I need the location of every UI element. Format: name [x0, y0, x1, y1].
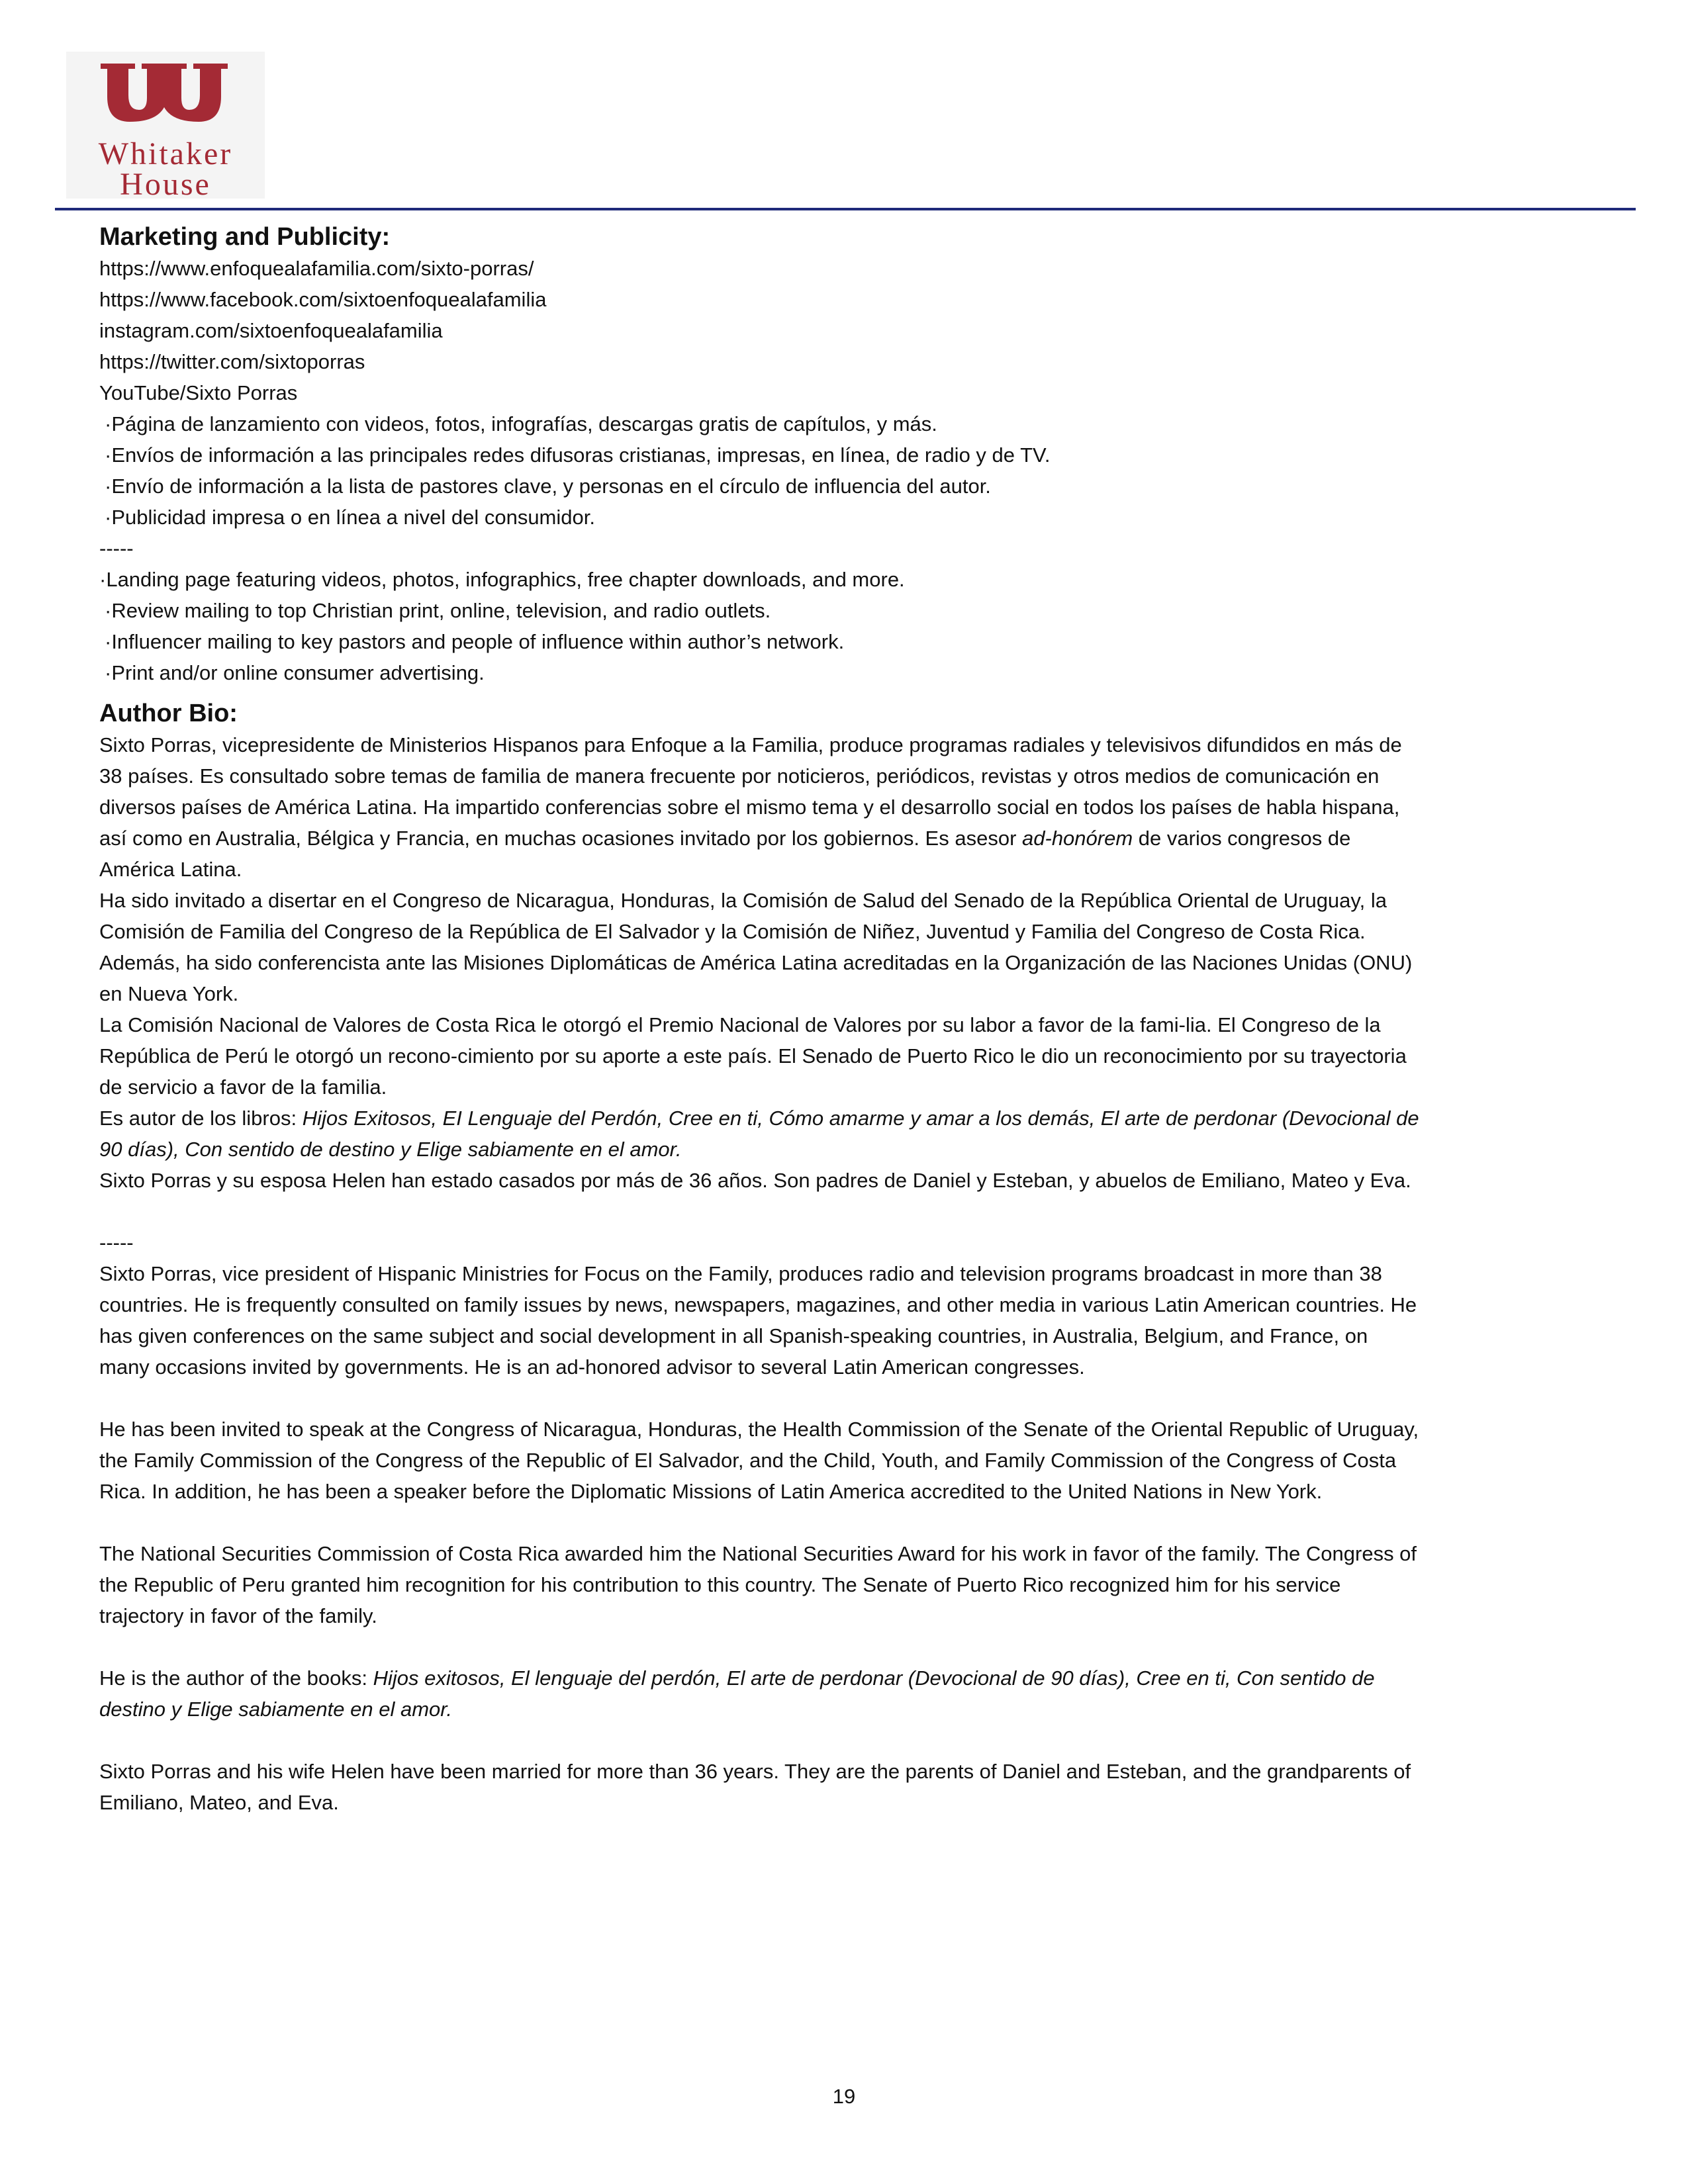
separator: ----- [99, 1231, 134, 1254]
publisher-logo [66, 52, 265, 202]
link-facebook[interactable]: https://www.facebook.com/sixtoenfoquealafamilia [99, 288, 547, 311]
marketing-heading: Marketing and Publicity: [99, 223, 391, 251]
header-divider [55, 208, 1636, 210]
bio-es-paragraph-5: Sixto Porras y su esposa Helen han estado casados por más de 36 años. Son padres de Daniel y Esteban, y abuelos de Emiliano, Mateo y Eva. [99, 1169, 1411, 1192]
bio-es-paragraph-3: La Comisión Nacional de Valores de Costa Rica le otorgó el Premio Nacional de Valores por su labor a favor de la fami-lia. El Congreso de la República de Perú le otorgó un recono-cimiento por su aporte a este país. El Senado de Puerto Rico le dio un reconocimiento por su trayectoria de servicio a favor de la familia. [99, 1013, 1407, 1099]
link-twitter[interactable]: https://twitter.com/sixtoporras [99, 350, 365, 373]
logo-word-house: House [120, 167, 211, 202]
bio-es-paragraph-2: Ha sido invitado a disertar en el Congreso de Nicaragua, Honduras, la Comisión de Salud del Senado de la República Oriental de Uruguay, la Comisión de Familia del Congreso de la República de El Salvador y la Comisión de Niñez, Juventud y Familia del Congreso de Costa Rica. Además, ha sido conferencista ante las Misiones Diplomáticas de América Latina acreditadas en la Organización de las Naciones Unidas (ONU) en Nueva York. [99, 889, 1413, 1005]
list-item: ·Página de lanzamiento con videos, fotos, infografías, descargas gratis de capítulos, y más. [105, 412, 937, 435]
bio-en-paragraph-3: The National Securities Commission of Costa Rica awarded him the National Securities Award for his work in favor of the family. The Congress of the Republic of Peru granted him recognition for his contribution to this country. The Senate of Puerto Rico recognized him for his service trajectory in favor of the family. [99, 1542, 1417, 1627]
bio-en-paragraph-2: He has been invited to speak at the Congress of Nicaragua, Honduras, the Health Commission of the Senate of the Oriental Republic of Uruguay, the Family Commission of the Congress of the Republic of El Salvador, and the Child, Youth, and Family Commission of the Congress of Costa Rica. In addition, he has been a speaker before the Diplomatic Missions of Latin America accredited to the United Nations in New York. [99, 1418, 1419, 1503]
link-youtube[interactable]: YouTube/Sixto Porras [99, 381, 298, 404]
author-bio-heading: Author Bio: [99, 700, 238, 727]
bio-en-paragraph-1: Sixto Porras, vice president of Hispanic Ministries for Focus on the Family, produces radio and television programs broadcast in more than 38 countries. He is frequently consulted on family issues by news, newspapers, magazines, and other media in various Latin American countries. He has given conferences on the same subject and social development in all Spanish-speaking countries, in Australia, Belgium, and France, on many occasions invited by governments. He is an ad-honored advisor to several Latin American congresses. [99, 1262, 1417, 1379]
page-number: 19 [832, 2085, 856, 2108]
marketing-links [99, 253, 1423, 408]
bio-es-paragraph-1: Sixto Porras, vicepresidente de Ministerios Hispanos para Enfoque a la Familia, produce programas radiales y televisivos difundidos en más de 38 países. Es consultado sobre temas de familia de manera frecuente por noticieros, periódicos, revistas y otros medios de comunicación en diversos países de América Latina. Ha impartido conferencias sobre el mismo tema y el desarrollo social en todos los países de habla hispana, así como en Australia, Bélgica y Francia, en muchas ocasiones invitado por los gobiernos. Es asesor ad-honórem de varios congresos de América Latina. [99, 733, 1402, 881]
page-content [99, 221, 1423, 1818]
bio-en-paragraph-5: Sixto Porras and his wife Helen have been married for more than 36 years. They are the parents of Daniel and Esteban, and the grandparents of Emiliano, Mateo, and Eva. [99, 1760, 1411, 1814]
list-item: ·Landing page featuring videos, photos, infographics, free chapter downloads, and more. [99, 568, 905, 591]
list-item: ·Print and/or online consumer advertising. [105, 661, 485, 684]
list-item: ·Review mailing to top Christian print, online, television, and radio outlets. [105, 599, 771, 622]
bio-es-paragraph-4: Es autor de los libros: Hijos Exitosos, EI Lenguaje del Perdón, Cree en ti, Cómo amarme y amar a los demás, El arte de perdonar (Devocional de 90 días), Con sentido de destino y Elige sabiamente en el amor. [99, 1107, 1419, 1161]
bio-en-paragraph-4: He is the author of the books: Hijos exitosos, El lenguaje del perdón, El arte de perdonar (Devocional de 90 días), Cree en ti, Con sentido de destino y Elige sabiamente en el amor. [99, 1666, 1375, 1721]
marketing-bullets-es [99, 408, 1423, 533]
list-item: ·Publicidad impresa o en línea a nivel del consumidor. [105, 506, 595, 529]
list-item: ·Envíos de información a las principales redes difusoras cristianas, impresas, en línea, de radio y de TV. [105, 443, 1051, 467]
marketing-bullets-en [99, 564, 1423, 688]
link-enfoque[interactable]: https://www.enfoquealafamilia.com/sixto-porras/ [99, 257, 534, 280]
list-item: ·Influencer mailing to key pastors and people of influence within author’s network. [105, 630, 845, 653]
separator: ----- [99, 537, 134, 560]
whitaker-house-w-icon [98, 60, 230, 126]
logo-word-whitaker: Whitaker [98, 136, 233, 171]
link-instagram[interactable]: instagram.com/sixtoenfoquealafamilia [99, 319, 443, 342]
list-item: ·Envío de información a la lista de pastores clave, y personas en el círculo de influencia del autor. [105, 475, 991, 498]
